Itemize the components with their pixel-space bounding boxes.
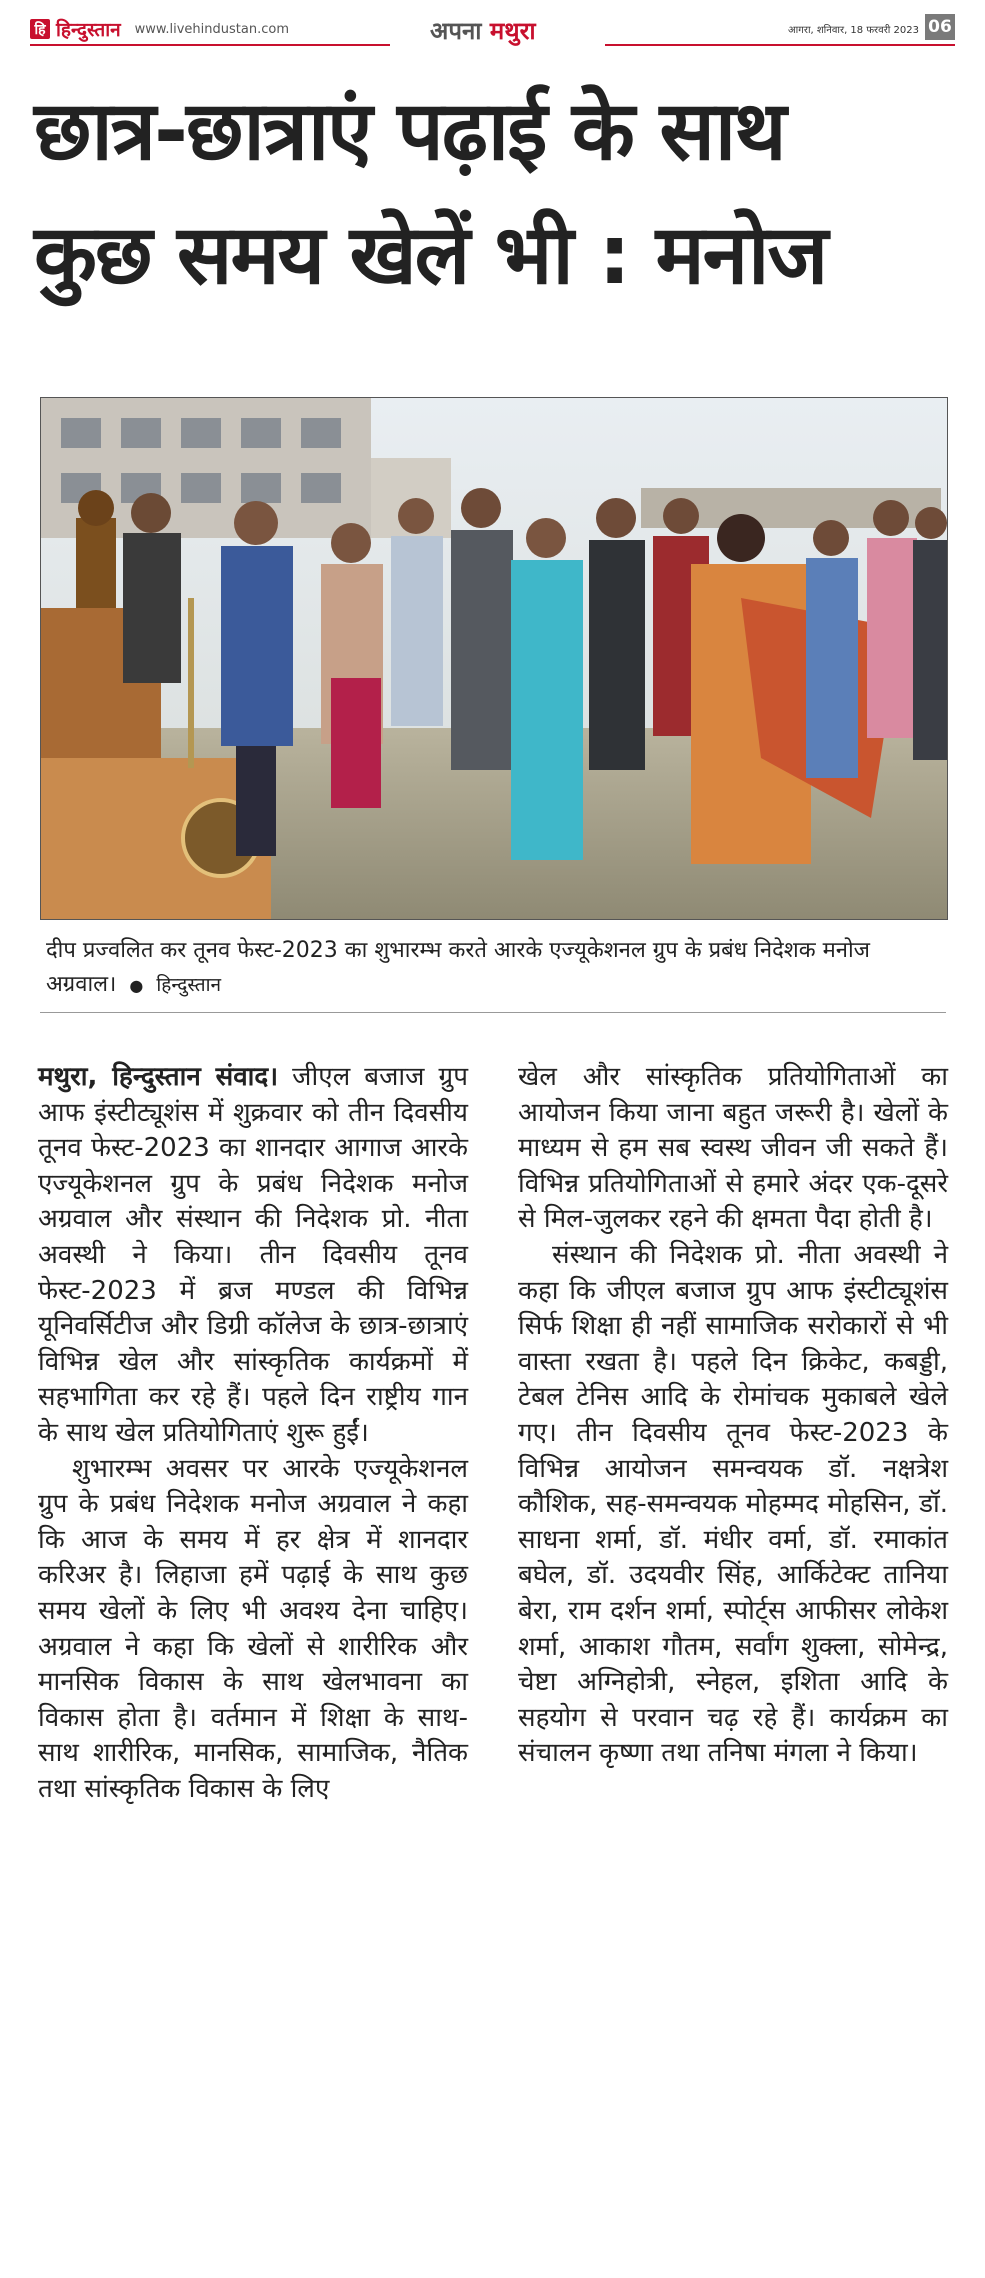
photo-caption bbox=[46, 934, 946, 1003]
article-dateline: मथुरा, हिन्दुस्तान संवाद। bbox=[38, 1062, 279, 1092]
site-url[interactable]: www.livehindustan.com bbox=[134, 21, 289, 37]
edition-date: आगरा, शनिवार, 18 फरवरी 2023 bbox=[788, 25, 919, 36]
newspaper-logo[interactable] bbox=[30, 16, 289, 42]
page-number: 06 bbox=[925, 14, 955, 40]
masthead-rule-left bbox=[30, 44, 390, 46]
section-title bbox=[430, 14, 536, 47]
photo-credit: हिन्दुस्तान bbox=[156, 974, 222, 996]
masthead-rule-right bbox=[605, 44, 955, 46]
article-paragraph-1 bbox=[38, 1060, 468, 1452]
headline bbox=[34, 70, 964, 318]
caption-text: दीप प्रज्वलित कर तूनव फेस्ट-2023 का शुभारम्भ करते आरके एज्यूकेशनल ग्रुप के प्रबंध निदेशक मनोज अग्रवाल। bbox=[46, 938, 871, 997]
headline-line-1: छात्र-छात्राएं पढ़ाई के साथ bbox=[34, 84, 785, 179]
logo-mark-icon: हि bbox=[30, 19, 50, 39]
article-paragraph-2: शुभारम्भ अवसर पर आरके एज्यूकेशनल ग्रुप के प्रबंध निदेशक मनोज अग्रवाल ने कहा कि आज के समय में हर क्षेत्र में शानदार करिअर है। लिहाजा हमें पढ़ाई के साथ कुछ समय खेलों के लिए भी अवश्य देना चाहिए। अग्रवाल ने कहा कि खेलों से शारीरिक और मानसिक विकास के साथ खेलभावना का विकास होता है। वर्तमान में शिक्षा के साथ-साथ शारीरिक, मानसिक, सामाजिक, नैतिक तथा सांस्कृतिक विकास के लिए bbox=[38, 1453, 468, 1804]
article-paragraph-1-text: जीएल बजाज ग्रुप आफ इंस्टीट्यूशंस में शुक्रवार को तीन दिवसीय तूनव फेस्ट-2023 का शानदार आगाज आरके एज्यूकेशनल ग्रुप के प्रबंध निदेशक मनोज अग्रवाल और संस्थान की निदेशक प्रो. नीता अवस्थी ने किया। तीन दिवसीय तूनव फेस्ट-2023 में ब्रज मण्डल की विभिन्न यूनिवर्सिटीज और डिग्री कॉलेज के छात्र-छात्राएं विभिन्न खेल और सांस्कृतिक कार्यक्रमों में सहभागिता कर रहे हैं। पहले दिन राष्ट्रीय गान के साथ खेल प्रतियोगिताएं शुरू हुईं। bbox=[38, 1062, 468, 1448]
article-column-left bbox=[38, 1060, 468, 1807]
section-prefix: अपना bbox=[430, 17, 482, 45]
news-photo bbox=[40, 397, 948, 920]
article-paragraph-3: खेल और सांस्कृतिक प्रतियोगिताओं का आयोजन किया जाना बहुत जरूरी है। खेलों के माध्यम से हम सब स्वस्थ जीवन जी सकते हैं। विभिन्न प्रतियोगिताओं से हमारे अंदर एक-दूसरे से मिल-जुलकर रहने की क्षमता पैदा होती है। bbox=[518, 1062, 948, 1235]
section-name: मथुरा bbox=[489, 17, 536, 45]
article-column-right bbox=[518, 1060, 948, 1772]
logo-text: हिन्दुस्तान bbox=[56, 19, 121, 41]
caption-divider bbox=[40, 1012, 946, 1013]
article-paragraph-4: संस्थान की निदेशक प्रो. नीता अवस्थी ने कहा कि जीएल बजाज ग्रुप आफ इंस्टीट्यूशंस सिर्फ शिक्षा ही नहीं सामाजिक सरोकारों से भी वास्ता रखता है। पहले दिन क्रिकेट, कबड्डी, टेबल टेनिस आदि के रोमांचक मुकाबले खेले गए। तीन दिवसीय तूनव फेस्ट-2023 के विभिन्न आयोजन समन्वयक डॉ. नक्षत्रेश कौशिक, सह-समन्वयक मोहम्मद मोहसिन, डॉ. साधना शर्मा, डॉ. मंधीर वर्मा, डॉ. रमाकांत बघेल, डॉ. उदयवीर सिंह, आर्किटेक्ट तानिया बेरा, राम दर्शन शर्मा, स्पोर्ट्स आफीसर लोकेश शर्मा, आकाश गौतम, सर्वांग शुक्ला, सोमेन्द्र, चेष्टा अग्निहोत्री, स्नेहल, इशिता आदि के सहयोग से परवान चढ़ रहे हैं। कार्यक्रम का संचालन कृष्णा तथा तनिषा मंगला ने किया। bbox=[518, 1239, 948, 1769]
masthead bbox=[30, 8, 955, 48]
news-photo-illustration bbox=[41, 398, 947, 919]
credit-bullet-icon: ● bbox=[129, 976, 144, 995]
headline-line-2: कुछ समय खेलें भी : मनोज bbox=[34, 208, 827, 303]
